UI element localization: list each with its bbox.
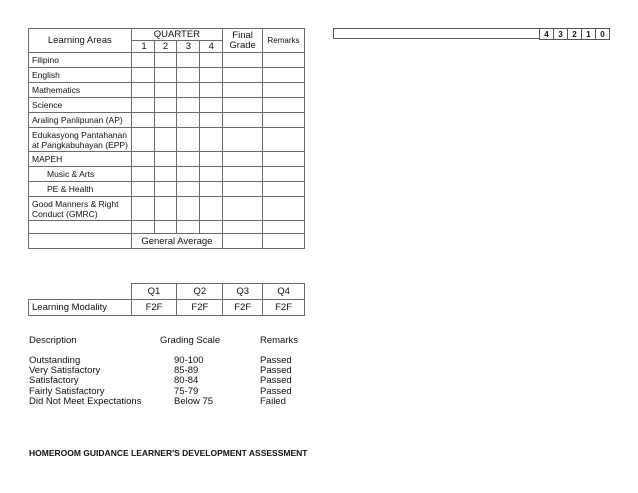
legend-description: Did Not Meet Expectations [29, 395, 142, 407]
quarter-grade-cell[interactable] [154, 197, 177, 221]
quarter-grade-cell[interactable] [177, 53, 200, 68]
subject-name: Music & Arts [29, 167, 132, 182]
final-grade-cell[interactable] [223, 197, 263, 221]
rating-cell: 4 [540, 29, 554, 40]
rating-cell: 0 [596, 29, 610, 40]
final-grade-cell[interactable] [223, 221, 263, 234]
quarter-grade-cell[interactable] [200, 53, 223, 68]
quarter-grade-cell[interactable] [154, 167, 177, 182]
subject-name: Mathematics [29, 83, 132, 98]
subject-name: MAPEH [29, 152, 132, 167]
final-grade-cell[interactable] [223, 182, 263, 197]
remarks-cell[interactable] [263, 53, 305, 68]
remarks-cell[interactable] [263, 152, 305, 167]
remarks-cell[interactable] [263, 182, 305, 197]
legend-remark: Passed [260, 355, 292, 366]
quarter-grade-cell[interactable] [131, 167, 154, 182]
subject-name: Edukasyong Pantahanan at Pangkabuhayan (EPP) [29, 128, 132, 152]
modality-table [28, 283, 305, 316]
quarter-grade-cell[interactable] [177, 167, 200, 182]
remarks-cell[interactable] [263, 167, 305, 182]
quarter-grade-cell[interactable] [200, 182, 223, 197]
modality-q3-header: Q3 [223, 284, 263, 300]
quarter-grade-cell[interactable] [154, 68, 177, 83]
subject-row [29, 98, 305, 113]
general-average-cell [223, 234, 263, 249]
modality-q1-value: F2F [131, 300, 177, 316]
quarter-grade-cell[interactable] [177, 113, 200, 128]
legend-scale: 80-84 [174, 375, 199, 387]
quarter-grade-cell[interactable] [200, 113, 223, 128]
subject-row [29, 197, 305, 221]
legend-remarks [260, 356, 292, 407]
quarter-3-header: 3 [177, 41, 200, 53]
modality-q1-header: Q1 [131, 284, 177, 300]
modality-q4-header: Q4 [263, 284, 305, 300]
modality-row-label: Learning Modality [29, 300, 132, 316]
quarter-grade-cell[interactable] [154, 221, 177, 234]
quarter-grade-cell[interactable] [177, 182, 200, 197]
final-grade-cell[interactable] [223, 113, 263, 128]
quarter-grade-cell[interactable] [154, 113, 177, 128]
final-grade-cell[interactable] [223, 152, 263, 167]
legend-remark: Passed [260, 365, 292, 377]
quarter-grade-cell[interactable] [154, 98, 177, 113]
quarter-grade-cell[interactable] [154, 53, 177, 68]
quarter-grade-cell[interactable] [131, 182, 154, 197]
legend-scale: 75-79 [174, 385, 199, 397]
quarter-grade-cell[interactable] [131, 128, 154, 152]
subject-row [29, 83, 305, 98]
quarter-grade-cell[interactable] [131, 68, 154, 83]
subject-row [29, 53, 305, 68]
quarter-grade-cell[interactable] [131, 113, 154, 128]
subject-row [29, 182, 305, 197]
legend-description: Fairly Satisfactory [29, 385, 105, 397]
quarter-grade-cell[interactable] [131, 152, 154, 167]
quarter-grade-cell[interactable] [131, 221, 154, 234]
final-grade-cell[interactable] [223, 167, 263, 182]
rating-scale [539, 28, 610, 40]
final-grade-header: Final Grade [223, 29, 263, 53]
quarter-2-header: 2 [154, 41, 177, 53]
final-grade-cell[interactable] [223, 98, 263, 113]
final-grade-cell[interactable] [223, 68, 263, 83]
quarter-grade-cell[interactable] [177, 68, 200, 83]
grades-table [28, 28, 305, 249]
subject-name: Good Manners & Right Conduct (GMRC) [29, 197, 132, 221]
rating-scale-line [333, 28, 539, 39]
quarter-grade-cell[interactable] [177, 128, 200, 152]
legend-description: Satisfactory [29, 375, 79, 387]
subject-row [29, 113, 305, 128]
subject-name [29, 221, 132, 234]
remarks-header: Remarks [263, 29, 305, 53]
subject-name: English [29, 68, 132, 83]
final-grade-cell[interactable] [223, 53, 263, 68]
quarter-grade-cell[interactable] [154, 83, 177, 98]
subject-name: Araling Panlipunan (AP) [29, 113, 132, 128]
quarter-grade-cell[interactable] [177, 197, 200, 221]
remarks-cell[interactable] [263, 128, 305, 152]
subject-row [29, 167, 305, 182]
quarter-1-header: 1 [131, 41, 154, 53]
legend-remarks-header: Remarks [260, 335, 299, 346]
subject-name: Filipino [29, 53, 132, 68]
quarter-grade-cell[interactable] [200, 167, 223, 182]
legend-scale: 90-100 [174, 355, 204, 366]
quarter-grade-cell[interactable] [200, 128, 223, 152]
quarter-grade-cell[interactable] [177, 221, 200, 234]
quarter-grade-cell[interactable] [154, 128, 177, 152]
legend-scales [174, 356, 213, 407]
subject-row [29, 221, 305, 234]
legend-remark: Passed [260, 385, 292, 397]
quarter-grade-cell[interactable] [131, 83, 154, 98]
quarter-grade-cell[interactable] [131, 53, 154, 68]
legend-scale: Below 75 [174, 395, 214, 407]
legend-descriptions [29, 356, 141, 407]
rating-cell: 1 [582, 29, 596, 40]
remarks-cell[interactable] [263, 68, 305, 83]
remarks-cell[interactable] [263, 197, 305, 221]
quarter-grade-cell[interactable] [200, 152, 223, 167]
modality-q4-value: F2F [263, 300, 305, 316]
subject-row [29, 128, 305, 152]
homeroom-title: HOMEROOM GUIDANCE LEARNER'S DEVELOPMENT ASSESSMENT [29, 448, 308, 458]
quarter-grade-cell[interactable] [200, 83, 223, 98]
legend-description-header: Description [29, 335, 77, 346]
legend-remark: Passed [260, 375, 292, 387]
legend-description: Very Satisfactory [29, 365, 101, 377]
remarks-cell[interactable] [263, 83, 305, 98]
rating-cell: 3 [554, 29, 568, 40]
modality-q3-value: F2F [223, 300, 263, 316]
remarks-cell[interactable] [263, 221, 305, 234]
legend-scale: 85-89 [174, 365, 199, 377]
quarter-grade-cell[interactable] [200, 68, 223, 83]
quarter-grade-cell[interactable] [200, 221, 223, 234]
quarter-grade-cell[interactable] [200, 197, 223, 221]
quarter-grade-cell[interactable] [154, 152, 177, 167]
subject-name: PE & Health [29, 182, 132, 197]
rating-cell: 2 [568, 29, 582, 40]
quarter-grade-cell[interactable] [177, 98, 200, 113]
general-average-remarks-cell [263, 234, 305, 249]
quarter-header: QUARTER [131, 29, 223, 41]
quarter-grade-cell[interactable] [131, 98, 154, 113]
subject-row [29, 152, 305, 167]
final-grade-cell[interactable] [223, 128, 263, 152]
subject-row [29, 68, 305, 83]
general-average-label: General Average [131, 234, 223, 249]
legend-remark: Failed [260, 395, 286, 407]
modality-q2-header: Q2 [177, 284, 223, 300]
legend-scale-header: Grading Scale [160, 335, 221, 346]
subject-name: Science [29, 98, 132, 113]
quarter-grade-cell[interactable] [177, 152, 200, 167]
modality-q2-value: F2F [177, 300, 223, 316]
quarter-grade-cell[interactable] [154, 182, 177, 197]
final-grade-cell[interactable] [223, 83, 263, 98]
remarks-cell[interactable] [263, 98, 305, 113]
quarter-4-header: 4 [200, 41, 223, 53]
quarter-grade-cell[interactable] [200, 98, 223, 113]
legend-description: Outstanding [29, 355, 81, 366]
learning-areas-header: Learning Areas [29, 29, 132, 53]
quarter-grade-cell[interactable] [131, 197, 154, 221]
remarks-cell[interactable] [263, 113, 305, 128]
quarter-grade-cell[interactable] [177, 83, 200, 98]
